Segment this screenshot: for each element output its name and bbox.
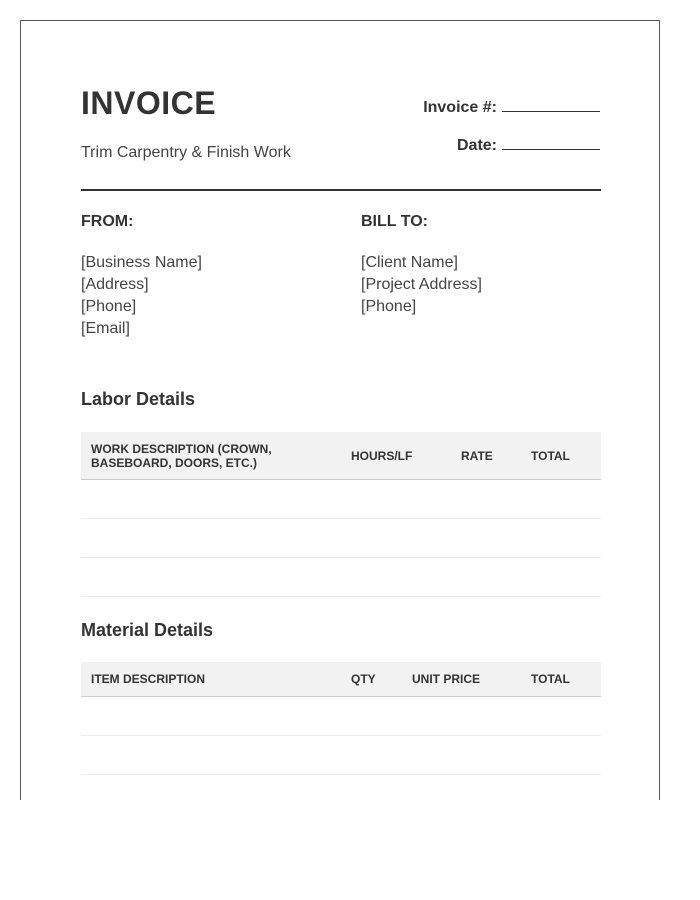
from-address: [Address] <box>81 276 149 293</box>
material-col-description: ITEM DESCRIPTION <box>91 672 206 686</box>
from-phone: [Phone] <box>81 298 137 315</box>
bill-to-client-name: [Client Name] <box>361 254 458 271</box>
invoice-page <box>20 20 660 800</box>
table-row[interactable] <box>81 736 601 775</box>
date-field <box>320 137 600 155</box>
invoice-subtitle: Trim Carpentry & Finish Work <box>81 144 291 161</box>
labor-col-total: TOTAL <box>531 448 570 463</box>
invoice-title: INVOICE <box>81 85 217 121</box>
bill-to-phone: [Phone] <box>361 298 417 315</box>
material-details-title: Material Details <box>81 620 214 640</box>
material-table <box>81 662 601 775</box>
invoice-number-field <box>320 99 600 117</box>
material-col-unit-price: UNIT PRICE <box>412 672 481 686</box>
labor-col-rate: RATE <box>461 448 493 463</box>
from-business-name: [Business Name] <box>81 254 202 271</box>
invoice-number-label: Invoice #: <box>423 99 497 116</box>
labor-col-description: WORK DESCRIPTION (CROWN, BASEBOARD, DOORS, ETC.) <box>91 441 272 470</box>
labor-details-title: Labor Details <box>81 389 196 409</box>
labor-table-header <box>81 432 601 480</box>
table-row[interactable] <box>81 558 601 597</box>
header-divider <box>81 189 601 191</box>
from-email: [Email] <box>81 320 130 337</box>
from-heading: FROM: <box>81 213 134 230</box>
bill-to-section <box>361 213 601 318</box>
material-col-total: TOTAL <box>531 672 570 686</box>
date-blank[interactable] <box>502 137 600 150</box>
bill-to-heading: BILL TO: <box>361 213 428 230</box>
bill-to-project-address: [Project Address] <box>361 276 482 293</box>
table-row[interactable] <box>81 697 601 736</box>
material-table-header <box>81 662 601 697</box>
invoice-number-blank[interactable] <box>502 99 600 112</box>
table-row[interactable] <box>81 519 601 558</box>
from-section <box>81 213 321 340</box>
labor-table <box>81 432 601 597</box>
labor-col-hours: HOURS/LF <box>351 448 413 463</box>
table-row[interactable] <box>81 480 601 519</box>
date-label: Date: <box>456 137 497 154</box>
material-col-qty: QTY <box>351 672 376 686</box>
